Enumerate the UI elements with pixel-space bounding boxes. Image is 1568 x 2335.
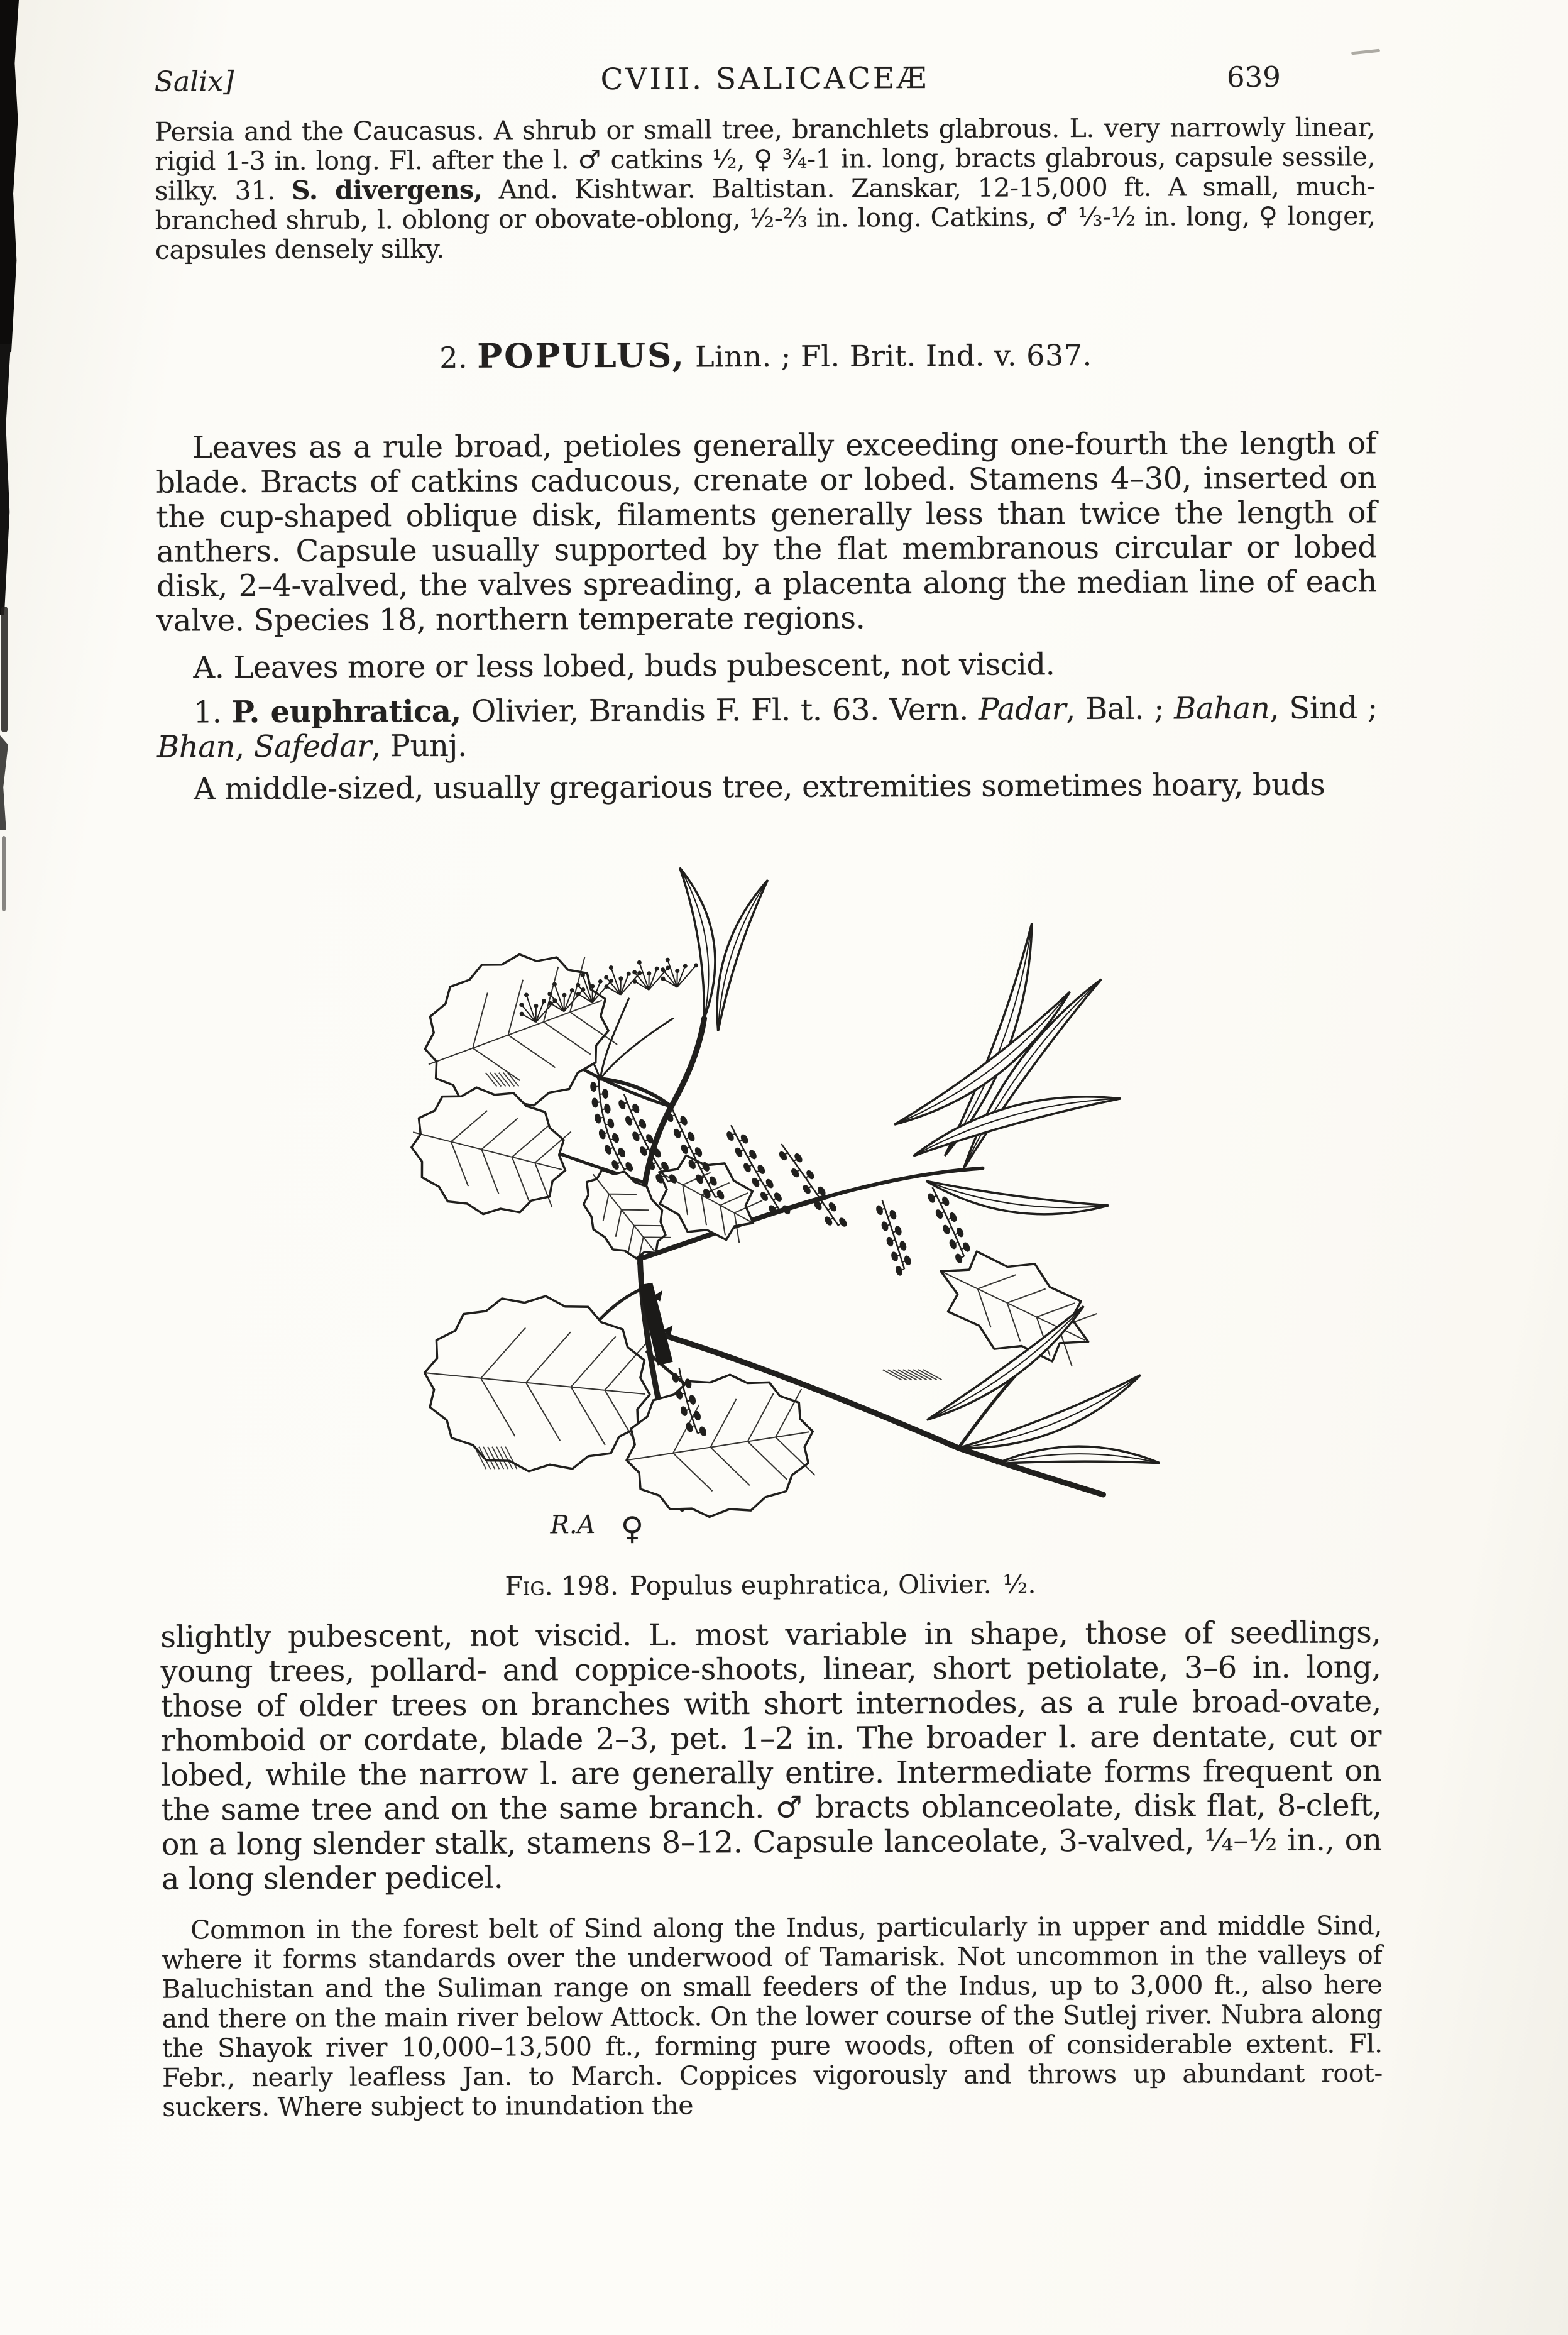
populus-illustration bbox=[327, 828, 1210, 1566]
scan-stray-mark bbox=[1351, 49, 1380, 55]
binding-edge-mark bbox=[0, 735, 8, 830]
text-segment: , bbox=[234, 729, 254, 765]
text-segment: 2. bbox=[439, 340, 478, 375]
page-content bbox=[155, 59, 1383, 2122]
species-entry-euphratica bbox=[157, 691, 1378, 764]
populus-genus-heading bbox=[155, 333, 1376, 376]
binding-edge-mark bbox=[2, 836, 6, 911]
text-segment: POPULUS, bbox=[477, 336, 686, 376]
key-section-a: A. Leaves more or less lobed, buds pubescent, not viscid. bbox=[193, 647, 1055, 686]
binding-edge-mark bbox=[1, 607, 8, 732]
text-segment: Safedar bbox=[253, 728, 372, 765]
text-segment: , Sind ; bbox=[1269, 690, 1378, 726]
figure-caption bbox=[160, 1568, 1381, 1602]
page-number: 639 bbox=[1226, 60, 1281, 94]
binding-edge-mark bbox=[0, 344, 11, 615]
text-segment: Padar bbox=[978, 691, 1066, 727]
figure-caption-title: Populus euphratica, Olivier. bbox=[629, 1569, 992, 1601]
text-segment: Persia and the Caucasus. A shrub or small tree, branchlets glabrous. L. very narrowly linear, rigid 1-3 in. long. Fl. after the l. ♂ catkins ½, ♀ ¾-1 in. long, bracts glabrous, capsule sessile, silky. 31. bbox=[155, 112, 1376, 206]
text-segment: 1. bbox=[193, 695, 232, 730]
distribution-paragraph: Common in the forest belt of Sind along the Indus, particularly in upper and middle Sind, where it forms standards over the underwood of Tamarisk. Not uncommon in the valleys of Baluchistan and the Suliman range on small feeders of the Indus, up to 3,000 ft., also here and there on the main river below Attock. On the lower course of the Sutlej river. Nubra along the Shayok river 10,000–13,500 ft., forming pure woods, often of considerable extent. Fl. Febr., nearly leafless Jan. to March. Coppices vigorously and throws up abundant root-suckers. Where subject to inundation the bbox=[162, 1910, 1383, 2123]
running-head bbox=[155, 59, 1375, 98]
text-segment: S. divergens, bbox=[291, 174, 483, 206]
species-description-continued: slightly pubescent, not viscid. L. most variable in shape, those of seedlings, young trees, pollard- and coppice-shoots, linear, short petiolate, 3–6 in. long, those of older trees on branches with short internodes, as a rule broad-ovate, rhomboid or cordate, blade 2–3, pet. 1–2 in. The broader l. are dentate, cut or lobed, while the narrow l. are generally entire. Intermediate forms frequent on the same tree and on the same branch. ♂ bracts oblanceolate, disk flat, 8-cleft, on a long slender stalk, stamens 8–12. Capsule lanceolate, 3-valved, ¼–½ in., on a long slender pedicel. bbox=[160, 1615, 1382, 1897]
botanical-figure bbox=[157, 827, 1381, 1602]
text-segment: Bhan bbox=[156, 729, 236, 765]
figure-caption-label: Fig. 198. bbox=[505, 1570, 619, 1602]
text-segment: P. euphratica, bbox=[231, 693, 461, 730]
text-segment: Olivier, Brandis F. Fl. t. 63. Vern. bbox=[461, 691, 979, 729]
running-head-title: CVIII. SALICACEÆ bbox=[600, 61, 929, 97]
figure-caption-scale: ½. bbox=[1002, 1569, 1036, 1600]
artist-signature: R.A bbox=[550, 1510, 596, 1540]
populus-description: Leaves as a rule broad, petioles generally exceeding one-fourth the length of blade. Bracts of catkins caducous, crenate or lobed. Stamens 4–30, inserted on the cup-shaped oblique disk, filaments generally less than twice the length of anthers. Capsule usually supported by the flat membranous circular or lobed disk, 2–4-valved, the valves spreading, a placenta along the median line of each valve. Species 18, northern temperate regions. bbox=[156, 426, 1378, 639]
running-head-section: Salix] bbox=[154, 65, 234, 98]
text-segment: Linn. ; Fl. Brit. Ind. v. 637. bbox=[685, 338, 1092, 374]
text-segment: , Punj. bbox=[371, 728, 467, 764]
binding-edge-mark bbox=[0, 0, 19, 352]
text-segment: , Bal. ; bbox=[1066, 691, 1175, 727]
text-segment: And. Kishtwar. Baltistan. Zanskar, 12-15,000 ft. A small, much-branched shrub, l. oblong or obovate-oblong, ½-⅔ in. long. Catkins, ♂ ⅓-½ in. long, ♀ longer, capsules densely silky. bbox=[155, 171, 1376, 265]
species-lead-line: A middle-sized, usually gregarious tree, extremities sometimes hoary, buds bbox=[194, 767, 1325, 807]
salix-divergens-paragraph bbox=[155, 113, 1376, 265]
text-segment: Bahan bbox=[1174, 690, 1270, 727]
female-symbol: ♀ bbox=[620, 1510, 644, 1547]
